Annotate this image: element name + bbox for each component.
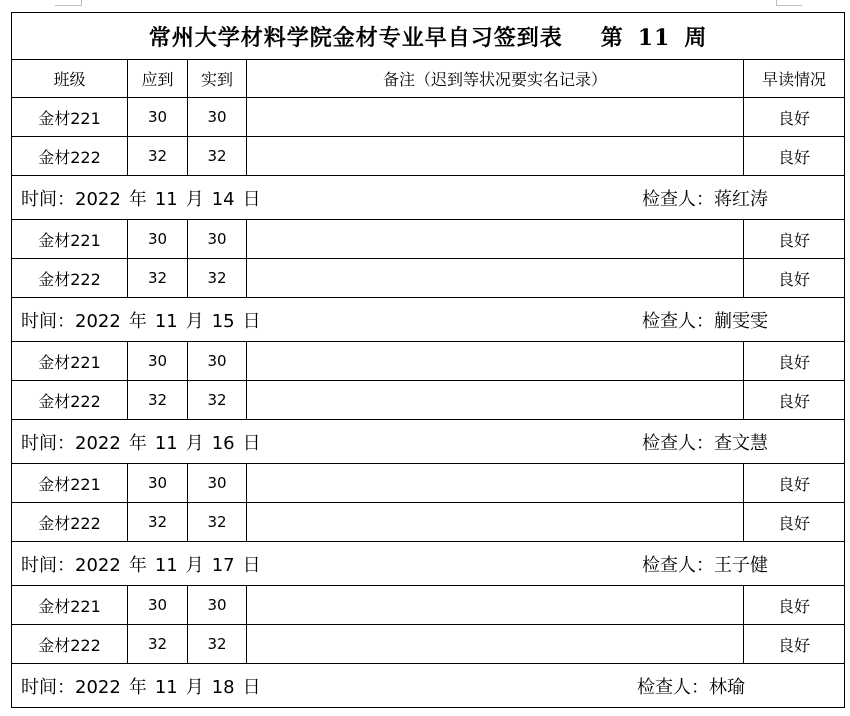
date-month: 11 (154, 432, 178, 454)
date-checker-cell (12, 176, 845, 220)
table-row (12, 98, 845, 137)
date-day-unit: 日 (242, 432, 261, 454)
date-day: 18 (211, 676, 235, 698)
header-reading: 早读情况 (744, 60, 845, 98)
remarks-cell (247, 98, 744, 137)
title-row (12, 13, 845, 60)
header-actual: 实到 (188, 60, 247, 98)
actual-count-cell: 32 (188, 381, 247, 420)
date-month: 11 (154, 188, 178, 210)
actual-count-cell: 30 (188, 342, 247, 381)
reading-status-cell: 良好 (744, 503, 845, 542)
expected-count-cell: 32 (128, 625, 188, 664)
date-year: 2022 (75, 432, 121, 454)
checker-label: 检查人： (642, 188, 714, 210)
date-label: 时间： (21, 676, 75, 698)
checker-label: 检查人： (642, 554, 714, 576)
expected-count-cell: 30 (128, 464, 188, 503)
checker-text (642, 551, 768, 577)
date-checker-row (12, 420, 845, 464)
actual-count-cell: 32 (188, 625, 247, 664)
date-year: 2022 (75, 310, 121, 332)
date-checker-row (12, 176, 845, 220)
date-label: 时间： (21, 554, 75, 576)
date-year: 2022 (75, 676, 121, 698)
reading-status-cell: 良好 (744, 625, 845, 664)
checker-label: 检查人： (642, 310, 714, 332)
sheet-body (12, 13, 845, 708)
date-checker-row (12, 298, 845, 342)
title-cell (12, 13, 845, 60)
class-cell: 金材221 (12, 98, 128, 137)
actual-count-cell: 30 (188, 220, 247, 259)
week-prefix: 第 (600, 24, 624, 51)
table-row (12, 464, 845, 503)
expected-count-cell: 30 (128, 342, 188, 381)
remarks-cell (247, 625, 744, 664)
expected-count-cell: 30 (128, 586, 188, 625)
table-row (12, 137, 845, 176)
crop-mark-left (55, 5, 81, 6)
date-checker-cell (12, 542, 845, 586)
week-suffix: 周 (684, 24, 708, 51)
class-cell: 金材221 (12, 586, 128, 625)
date-checker-row (12, 664, 845, 708)
date-day-unit: 日 (242, 310, 261, 332)
date-text (21, 673, 261, 699)
date-checker-wrap (12, 542, 844, 585)
reading-status-cell: 良好 (744, 464, 845, 503)
table-row (12, 259, 845, 298)
date-checker-wrap (12, 664, 844, 707)
date-month-unit: 月 (185, 310, 204, 332)
date-month-unit: 月 (185, 188, 204, 210)
reading-status-cell: 良好 (744, 220, 845, 259)
expected-count-cell: 30 (128, 220, 188, 259)
date-year-unit: 年 (128, 432, 147, 454)
remarks-cell (247, 464, 744, 503)
checker-label: 检查人： (637, 676, 709, 698)
checker-name: 蒯雯雯 (714, 310, 768, 332)
checker-name: 王子健 (714, 554, 768, 576)
date-checker-cell (12, 420, 845, 464)
date-checker-row (12, 542, 845, 586)
date-day-unit: 日 (242, 554, 261, 576)
date-year: 2022 (75, 188, 121, 210)
remarks-cell (247, 259, 744, 298)
date-month-unit: 月 (185, 432, 204, 454)
date-label: 时间： (21, 432, 75, 454)
date-day-unit: 日 (242, 676, 261, 698)
actual-count-cell: 32 (188, 503, 247, 542)
checker-text (642, 429, 768, 455)
header-remarks: 备注（迟到等状况要实名记录） (247, 60, 744, 98)
header-expected: 应到 (128, 60, 188, 98)
date-text (21, 551, 261, 577)
table-row (12, 586, 845, 625)
remarks-cell (247, 220, 744, 259)
class-cell: 金材222 (12, 137, 128, 176)
date-month: 11 (154, 676, 178, 698)
checker-text (642, 307, 768, 333)
checker-name: 查文慧 (714, 432, 768, 454)
date-text (21, 307, 261, 333)
reading-status-cell: 良好 (744, 137, 845, 176)
class-cell: 金材222 (12, 259, 128, 298)
date-day: 16 (211, 432, 235, 454)
table-row (12, 503, 845, 542)
remarks-cell (247, 381, 744, 420)
class-cell: 金材222 (12, 625, 128, 664)
date-year-unit: 年 (128, 310, 147, 332)
table-row (12, 381, 845, 420)
class-cell: 金材221 (12, 342, 128, 381)
remarks-cell (247, 342, 744, 381)
header-class: 班级 (12, 60, 128, 98)
date-day-unit: 日 (242, 188, 261, 210)
sheet-title: 常州大学材料学院金材专业早自习签到表 (148, 24, 563, 51)
reading-status-cell: 良好 (744, 586, 845, 625)
crop-mark-right-vertical (776, 0, 777, 6)
date-checker-wrap (12, 420, 844, 463)
date-label: 时间： (21, 188, 75, 210)
date-year-unit: 年 (128, 188, 147, 210)
date-checker-cell (12, 664, 845, 708)
date-month-unit: 月 (185, 554, 204, 576)
attendance-sheet-table (11, 12, 845, 708)
expected-count-cell: 32 (128, 259, 188, 298)
class-cell: 金材221 (12, 220, 128, 259)
actual-count-cell: 32 (188, 137, 247, 176)
checker-label: 检查人： (642, 432, 714, 454)
date-label: 时间： (21, 310, 75, 332)
expected-count-cell: 30 (128, 98, 188, 137)
actual-count-cell: 32 (188, 259, 247, 298)
crop-mark-left-vertical (81, 0, 82, 6)
crop-mark-right (776, 5, 802, 6)
header-row (12, 60, 845, 98)
actual-count-cell: 30 (188, 464, 247, 503)
table-row (12, 220, 845, 259)
date-year: 2022 (75, 554, 121, 576)
date-checker-cell (12, 298, 845, 342)
date-checker-wrap (12, 298, 844, 341)
reading-status-cell: 良好 (744, 98, 845, 137)
date-year-unit: 年 (128, 554, 147, 576)
checker-text (637, 673, 745, 699)
date-month: 11 (154, 554, 178, 576)
expected-count-cell: 32 (128, 137, 188, 176)
checker-text (642, 185, 768, 211)
class-cell: 金材222 (12, 381, 128, 420)
date-day: 15 (211, 310, 235, 332)
reading-status-cell: 良好 (744, 381, 845, 420)
remarks-cell (247, 137, 744, 176)
class-cell: 金材221 (12, 464, 128, 503)
date-month-unit: 月 (185, 676, 204, 698)
checker-name: 蒋红涛 (714, 188, 768, 210)
actual-count-cell: 30 (188, 586, 247, 625)
remarks-cell (247, 586, 744, 625)
expected-count-cell: 32 (128, 381, 188, 420)
remarks-cell (247, 503, 744, 542)
expected-count-cell: 32 (128, 503, 188, 542)
checker-name: 林瑜 (709, 676, 745, 698)
reading-status-cell: 良好 (744, 259, 845, 298)
class-cell: 金材222 (12, 503, 128, 542)
date-day: 17 (211, 554, 235, 576)
table-row (12, 625, 845, 664)
date-checker-wrap (12, 176, 844, 219)
actual-count-cell: 30 (188, 98, 247, 137)
date-year-unit: 年 (128, 676, 147, 698)
date-day: 14 (211, 188, 235, 210)
table-row (12, 342, 845, 381)
week-number: 11 (637, 24, 671, 51)
date-text (21, 429, 261, 455)
reading-status-cell: 良好 (744, 342, 845, 381)
date-text (21, 185, 261, 211)
date-month: 11 (154, 310, 178, 332)
